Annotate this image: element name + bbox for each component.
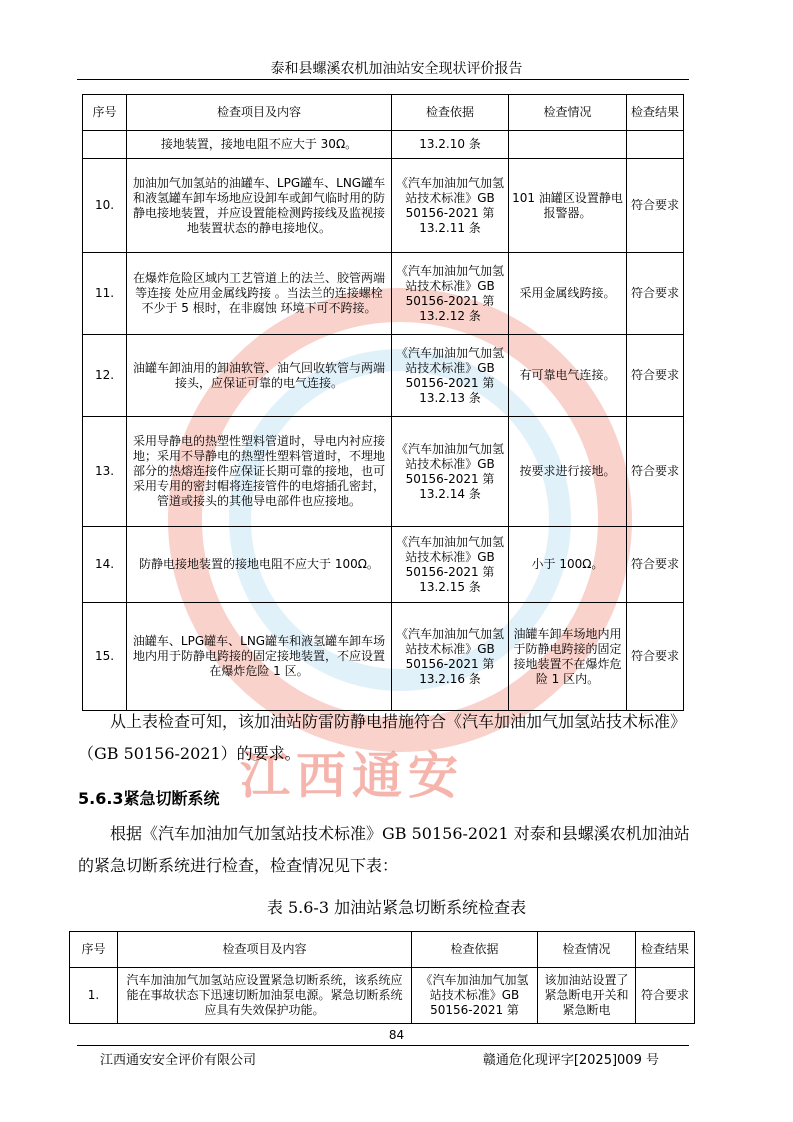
- cell-no: [83, 131, 127, 159]
- cell-basis: 《汽车加油加气加氢站技术标准》GB 50156-2021 第 13.2.12 条: [392, 253, 509, 335]
- table-header-row: [70, 932, 695, 968]
- col-header-basis: 检查依据: [392, 95, 509, 131]
- col-header-no: 序号: [70, 932, 118, 968]
- cell-content: 加油加气加氢站的油罐车、LPG罐车、LNG罐车和液氢罐车卸车场地应设卸车或卸气临时用的防静电接地装置，并应设置能检测跨接线及监视接地装置状态的静电接地仪。: [127, 159, 392, 253]
- table-row: [83, 603, 684, 711]
- cell-no: 13.: [83, 417, 127, 527]
- cell-basis: 《汽车加油加气加氢站技术标准》GB 50156-2021 第 13.2.15 条: [392, 527, 509, 603]
- table-row: [83, 417, 684, 527]
- page-header-title: 泰和县螺溪农机加油站安全现状评价报告: [270, 61, 523, 77]
- cell-content: 采用导静电的热塑性塑料管道时，导电内衬应接地；采用不导静电的热塑性塑料管道时，不埋地部分的热熔连接件应保证长期可靠的接地，也可采用专用的密封帽将连接管件的电熔插孔密封，管道或接头的其他导电部件也应接地。: [127, 417, 392, 527]
- col-header-situation: 检查情况: [509, 95, 627, 131]
- table-row: [83, 253, 684, 335]
- cell-content: 接地装置，接地电阻不应大于 30Ω。: [127, 131, 392, 159]
- cell-basis: 《汽车加油加气加氢站技术标准》GB 50156-2021 第 13.2.14 条: [392, 417, 509, 527]
- col-header-situation: 检查情况: [538, 932, 636, 968]
- cell-content: 油罐车、LPG罐车、LNG罐车和液氢罐车卸车场地内用于防静电跨接的固定接地装置，不应设置在爆炸危险 1 区。: [127, 603, 392, 711]
- watermark-text: 江西通安: [240, 747, 464, 805]
- footer-divider: [77, 1045, 689, 1046]
- cell-situation: [509, 131, 627, 159]
- cell-result: 符合要求: [627, 527, 684, 603]
- footer-company: 江西通安安全评价有限公司: [100, 1053, 257, 1068]
- conclusion-text: 从上表检查可知，该加油站防雷防静电措施符合《汽车加油加气加氢站技术标准》（GB 50156-2021）的要求。: [78, 712, 687, 763]
- inspection-table-antistatic: [82, 94, 684, 711]
- cell-situation: 油罐车卸车场地内用于防静电跨接的固定接地装置不在爆炸危险 1 区内。: [509, 603, 627, 711]
- cell-no: 1.: [70, 968, 118, 1024]
- cell-basis: 13.2.10 条: [392, 131, 509, 159]
- cell-basis: 《汽车加油加气加氢站技术标准》GB 50156-2021 第: [412, 968, 538, 1024]
- cell-result: 符合要求: [627, 417, 684, 527]
- cell-result: 符合要求: [627, 603, 684, 711]
- cell-result: 符合要求: [627, 253, 684, 335]
- cell-result: 符合要求: [636, 968, 695, 1024]
- intro-text: 根据《汽车加油加气加氢站技术标准》GB 50156-2021 对泰和县螺溪农机加油站的紧急切断系统进行检查，检查情况见下表：: [78, 824, 690, 875]
- table-row: [83, 159, 684, 253]
- col-header-result: 检查结果: [636, 932, 695, 968]
- conclusion-paragraph: [78, 706, 698, 770]
- cell-no: 15.: [83, 603, 127, 711]
- cell-no: 12.: [83, 335, 127, 417]
- cell-content: 汽车加油加气加氢站应设置紧急切断系统，该系统应能在事故状态下迅速切断加油泵电源。紧急切断系统应具有失效保护功能。: [118, 968, 412, 1024]
- cell-no: 11.: [83, 253, 127, 335]
- cell-situation: 小于 100Ω。: [509, 527, 627, 603]
- col-header-content: 检查项目及内容: [118, 932, 412, 968]
- cell-result: [627, 131, 684, 159]
- footer-report-number: 赣通危化现评字[2025]009 号: [482, 1053, 659, 1068]
- col-header-content: 检查项目及内容: [127, 95, 392, 131]
- col-header-no: 序号: [83, 95, 127, 131]
- header-divider: [77, 79, 689, 80]
- cell-situation: 该加油站设置了紧急断电开关和紧急断电: [538, 968, 636, 1024]
- col-header-result: 检查结果: [627, 95, 684, 131]
- cell-content: 防静电接地装置的接地电阻不应大于 100Ω。: [127, 527, 392, 603]
- cell-content: 在爆炸危险区域内工艺管道上的法兰、胶管两端等连接 处应用金属线跨接 。当法兰的连接螺栓不少于 5 根时，在非腐蚀 环境下可不跨接。: [127, 253, 392, 335]
- cell-basis: 《汽车加油加气加氢站技术标准》GB 50156-2021 第 13.2.16 条: [392, 603, 509, 711]
- cell-no: 14.: [83, 527, 127, 603]
- table-header-row: [83, 95, 684, 131]
- cell-basis: 《汽车加油加气加氢站技术标准》GB 50156-2021 第 13.2.11 条: [392, 159, 509, 253]
- table-row: [83, 335, 684, 417]
- cell-situation: 采用金属线跨接。: [509, 253, 627, 335]
- inspection-table-emergency-shutoff: [69, 931, 695, 1024]
- table-caption: 表 5.6-3 加油站紧急切断系统检查表: [266, 898, 527, 917]
- col-header-basis: 检查依据: [412, 932, 538, 968]
- page-number: 84: [388, 1028, 405, 1042]
- cell-situation: 有可靠电气连接。: [509, 335, 627, 417]
- cell-situation: 按要求进行接地。: [509, 417, 627, 527]
- cell-basis: 《汽车加油加气加氢站技术标准》GB 50156-2021 第 13.2.13 条: [392, 335, 509, 417]
- table-row: [83, 527, 684, 603]
- cell-result: 符合要求: [627, 335, 684, 417]
- cell-content: 油罐车卸油用的卸油软管、油气回收软管与两端接头，应保证可靠的电气连接。: [127, 335, 392, 417]
- cell-situation: 101 油罐区设置静电报警器。: [509, 159, 627, 253]
- cell-result: 符合要求: [627, 159, 684, 253]
- table-row: [83, 131, 684, 159]
- cell-no: 10.: [83, 159, 127, 253]
- table-row: [70, 968, 695, 1024]
- intro-paragraph: [78, 818, 698, 882]
- section-heading: 5.6.3紧急切断系统: [78, 789, 220, 808]
